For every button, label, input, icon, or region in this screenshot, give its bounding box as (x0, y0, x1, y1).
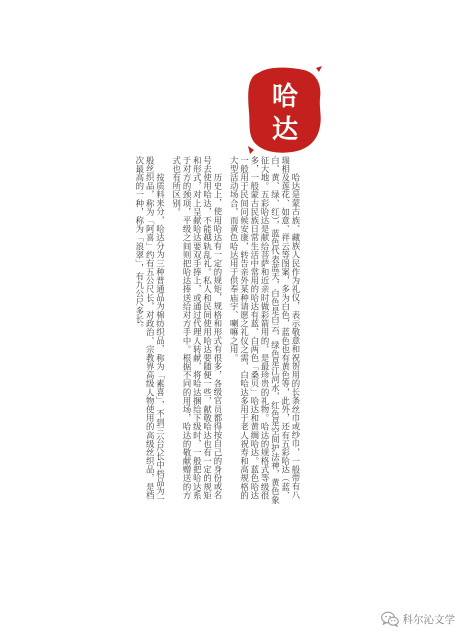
article-body (135, 156, 301, 504)
seal-graphic (246, 64, 324, 156)
paragraph-3: 按质料来分，哈达分为三种普通品为棉纺织品，称为「素喜」，不到三公尺长中档品为一般丝织品，称为「阿喜」约有五公尺长，对政治、宗教界高级人物使用的高级丝织品，是档次最高的一种，称为「浪翠」，有九公尺多长。 (134, 156, 166, 504)
paragraph-1: 哈达是蒙古族、藏族人民作为礼仪，表示敬意和祝贺用的长条丝巾或纱巾，一般带有八瑞相及莲花、如意、祥云等图案，多为白色，蓝色也有黄色等，此外，还有五彩哈达（蓝、白、黄、绿、红），蓝色代表蓝天，白色是白云，绿色是江河水，红色是空间护法神，黄色象征大地。五彩哈达是献给菩萨和近亲时做彩箭用的，是最珍贵的礼物。哈达的规格式等级很多，一般蒙古民族日常生活中常用的哈达有蓝、白两色「桑贝」哈达和黄绸哈达。蓝色哈达一般用于民间问候安康，转告亲外某种请愿之礼仪之需，白哈达多用于老人祝寿和高规格的大型活动场合，而黄色哈达用于供奉庙宇、喇嘛之用。 (229, 156, 301, 504)
red-seal-logo (246, 64, 324, 156)
paragraph-2: 历史上，使用哈达有一定的规矩，规格和形式有很多，各级官员都得按自己的身份或名号去使用哈达，不能越轨乱礼。私人和民间使用哈达要随便一些，献敬哈达也有一定的规矩和形式，对上呈献哈达要双手捧上，或通过代理人转献，将哈达捆给下级时，一般把哈达系于对方的颈项，平级之间则把哈达捧送给对方手中。根据不同的用场，哈达的敬献赠送的方式也有所区别。 (171, 156, 223, 500)
wechat-icon (381, 611, 399, 627)
watermark-label: 科尔沁文学 (402, 613, 455, 626)
watermark (381, 610, 456, 628)
seal-char-2: 达 (271, 115, 299, 145)
seal-char-1: 哈 (271, 82, 299, 112)
